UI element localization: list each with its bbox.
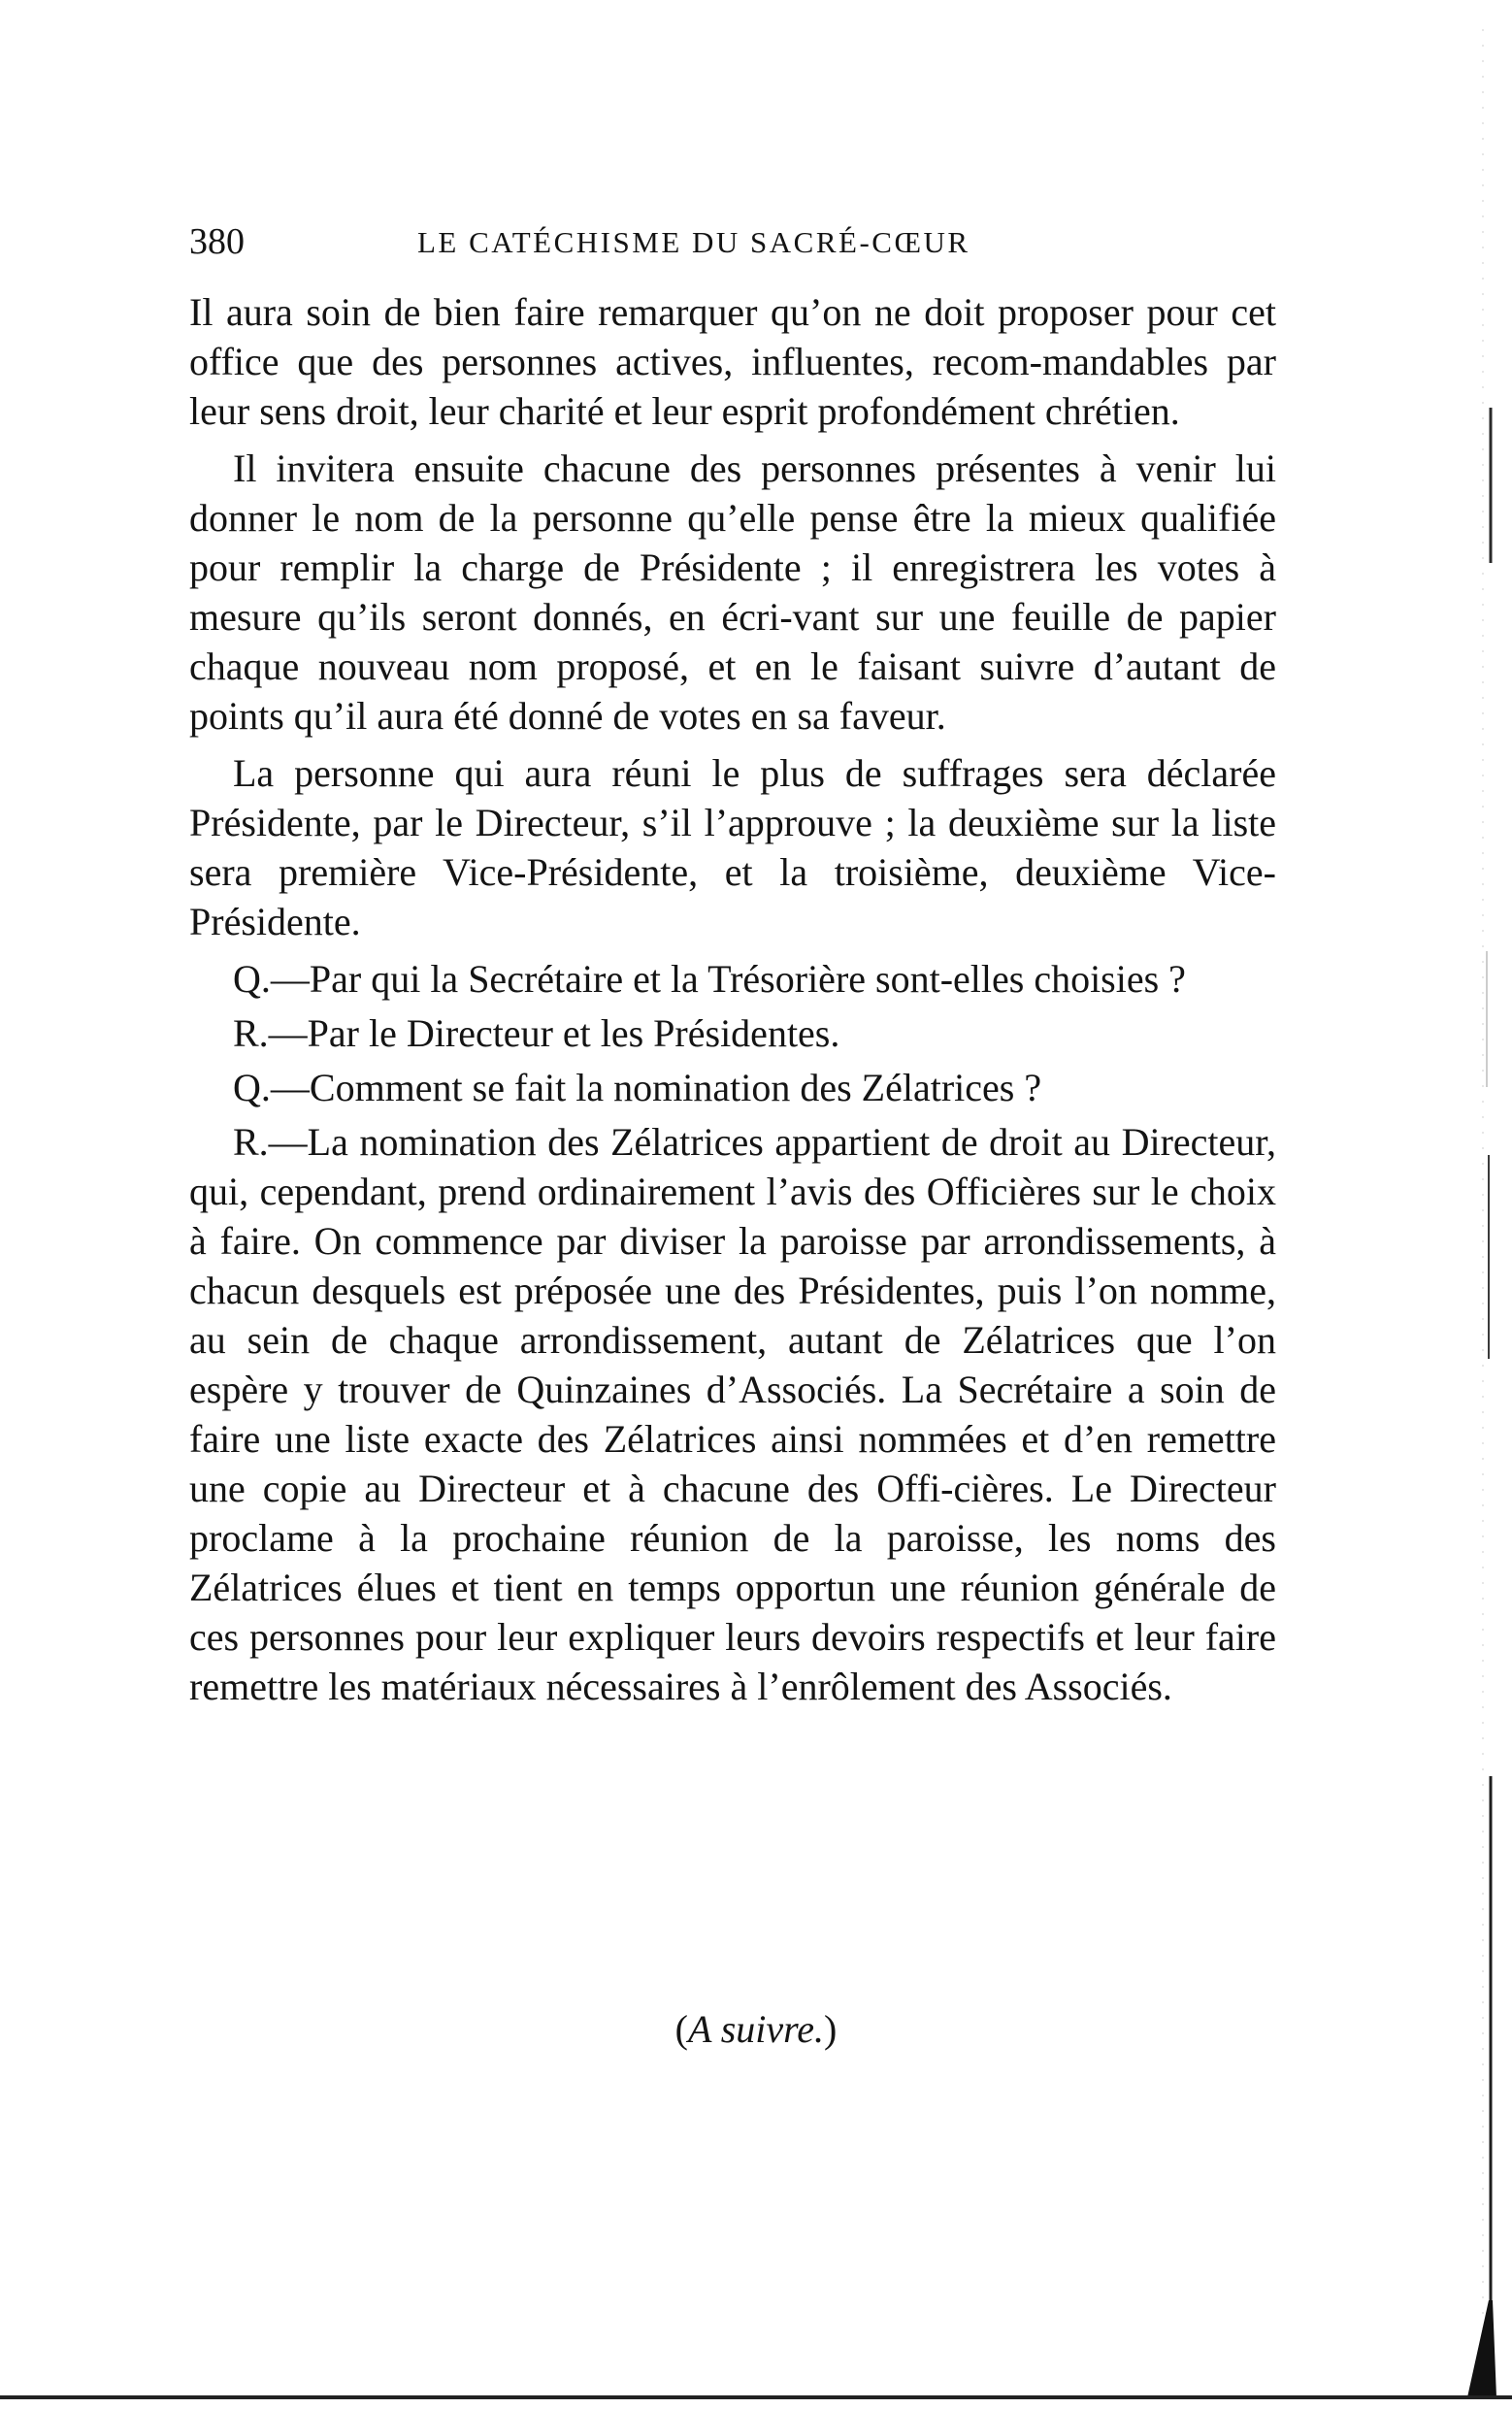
page-number: 380 bbox=[189, 221, 245, 262]
closing-open-paren: ( bbox=[674, 2007, 688, 2051]
answer-1: R.—Par le Directeur et les Présidentes. bbox=[233, 1011, 840, 1055]
running-title: LE CATÉCHISME DU SACRÉ-CŒUR bbox=[417, 225, 970, 259]
answer-2: R.—La nomination des Zélatrices appartient de droit au Directeur, qui, cependant, prend ordinairement l’avis des Officières sur le choix à faire. On commence par diviser la paroisse par arrondissements, à chacun desquels est préposée une des Présidentes, puis l’on nomme, au sein de chaque arrondissement, autant de Zélatrices que l’on espère y trouver de Quinzaines d’Associés. La Secrétaire a soin de faire une liste exacte des Zélatrices ainsi nommées et d’en remettre une copie au Directeur et à chacune des Offi-cières. Le Directeur proclame à la prochaine réunion de la paroisse, les noms des Zélatrices élues et tient en temps opportun une réunion générale de ces personnes pour leur expliquer leurs devoirs respectifs et leur faire remettre les matériaux nécessaires à l’enrôlement des Associés. bbox=[189, 1120, 1276, 1708]
paragraph-2: Il invitera ensuite chacune des personnes présentes à venir lui donner le nom de la personne qu’elle pense être la mieux qualifiée pour remplir la charge de Présidente ; il enregistrera les votes à mesure qu’ils seront donnés, en écri-vant sur une feuille de papier chaque nouveau nom proposé, et en le faisant suivre d’autant de points qu’il aura été donné de votes en sa faveur. bbox=[189, 446, 1276, 738]
question-1: Q.—Par qui la Secrétaire et la Trésorière sont-elles choisies ? bbox=[233, 957, 1186, 1001]
closing-text: A suivre. bbox=[688, 2007, 824, 2051]
page-bottom-edge bbox=[0, 2395, 1512, 2399]
to-be-continued bbox=[0, 2004, 1512, 2055]
page-edge-shadow bbox=[1454, 0, 1512, 2409]
running-head bbox=[189, 217, 1034, 266]
body-text bbox=[189, 287, 1276, 1719]
paragraph-1: Il aura soin de bien faire remarquer qu’on ne doit proposer pour cet office que des personnes actives, influentes, recom-mandables par leur sens droit, leur charité et leur esprit profondément chrétien. bbox=[189, 290, 1276, 433]
question-2: Q.—Comment se fait la nomination des Zélatrices ? bbox=[233, 1066, 1042, 1109]
paragraph-3: La personne qui aura réuni le plus de suffrages sera déclarée Présidente, par le Directeur, s’il l’approuve ; la deuxième sur la liste sera première Vice-Présidente, et la troisième, deuxième Vice-Présidente. bbox=[189, 751, 1276, 943]
closing-close-paren: ) bbox=[823, 2007, 838, 2051]
